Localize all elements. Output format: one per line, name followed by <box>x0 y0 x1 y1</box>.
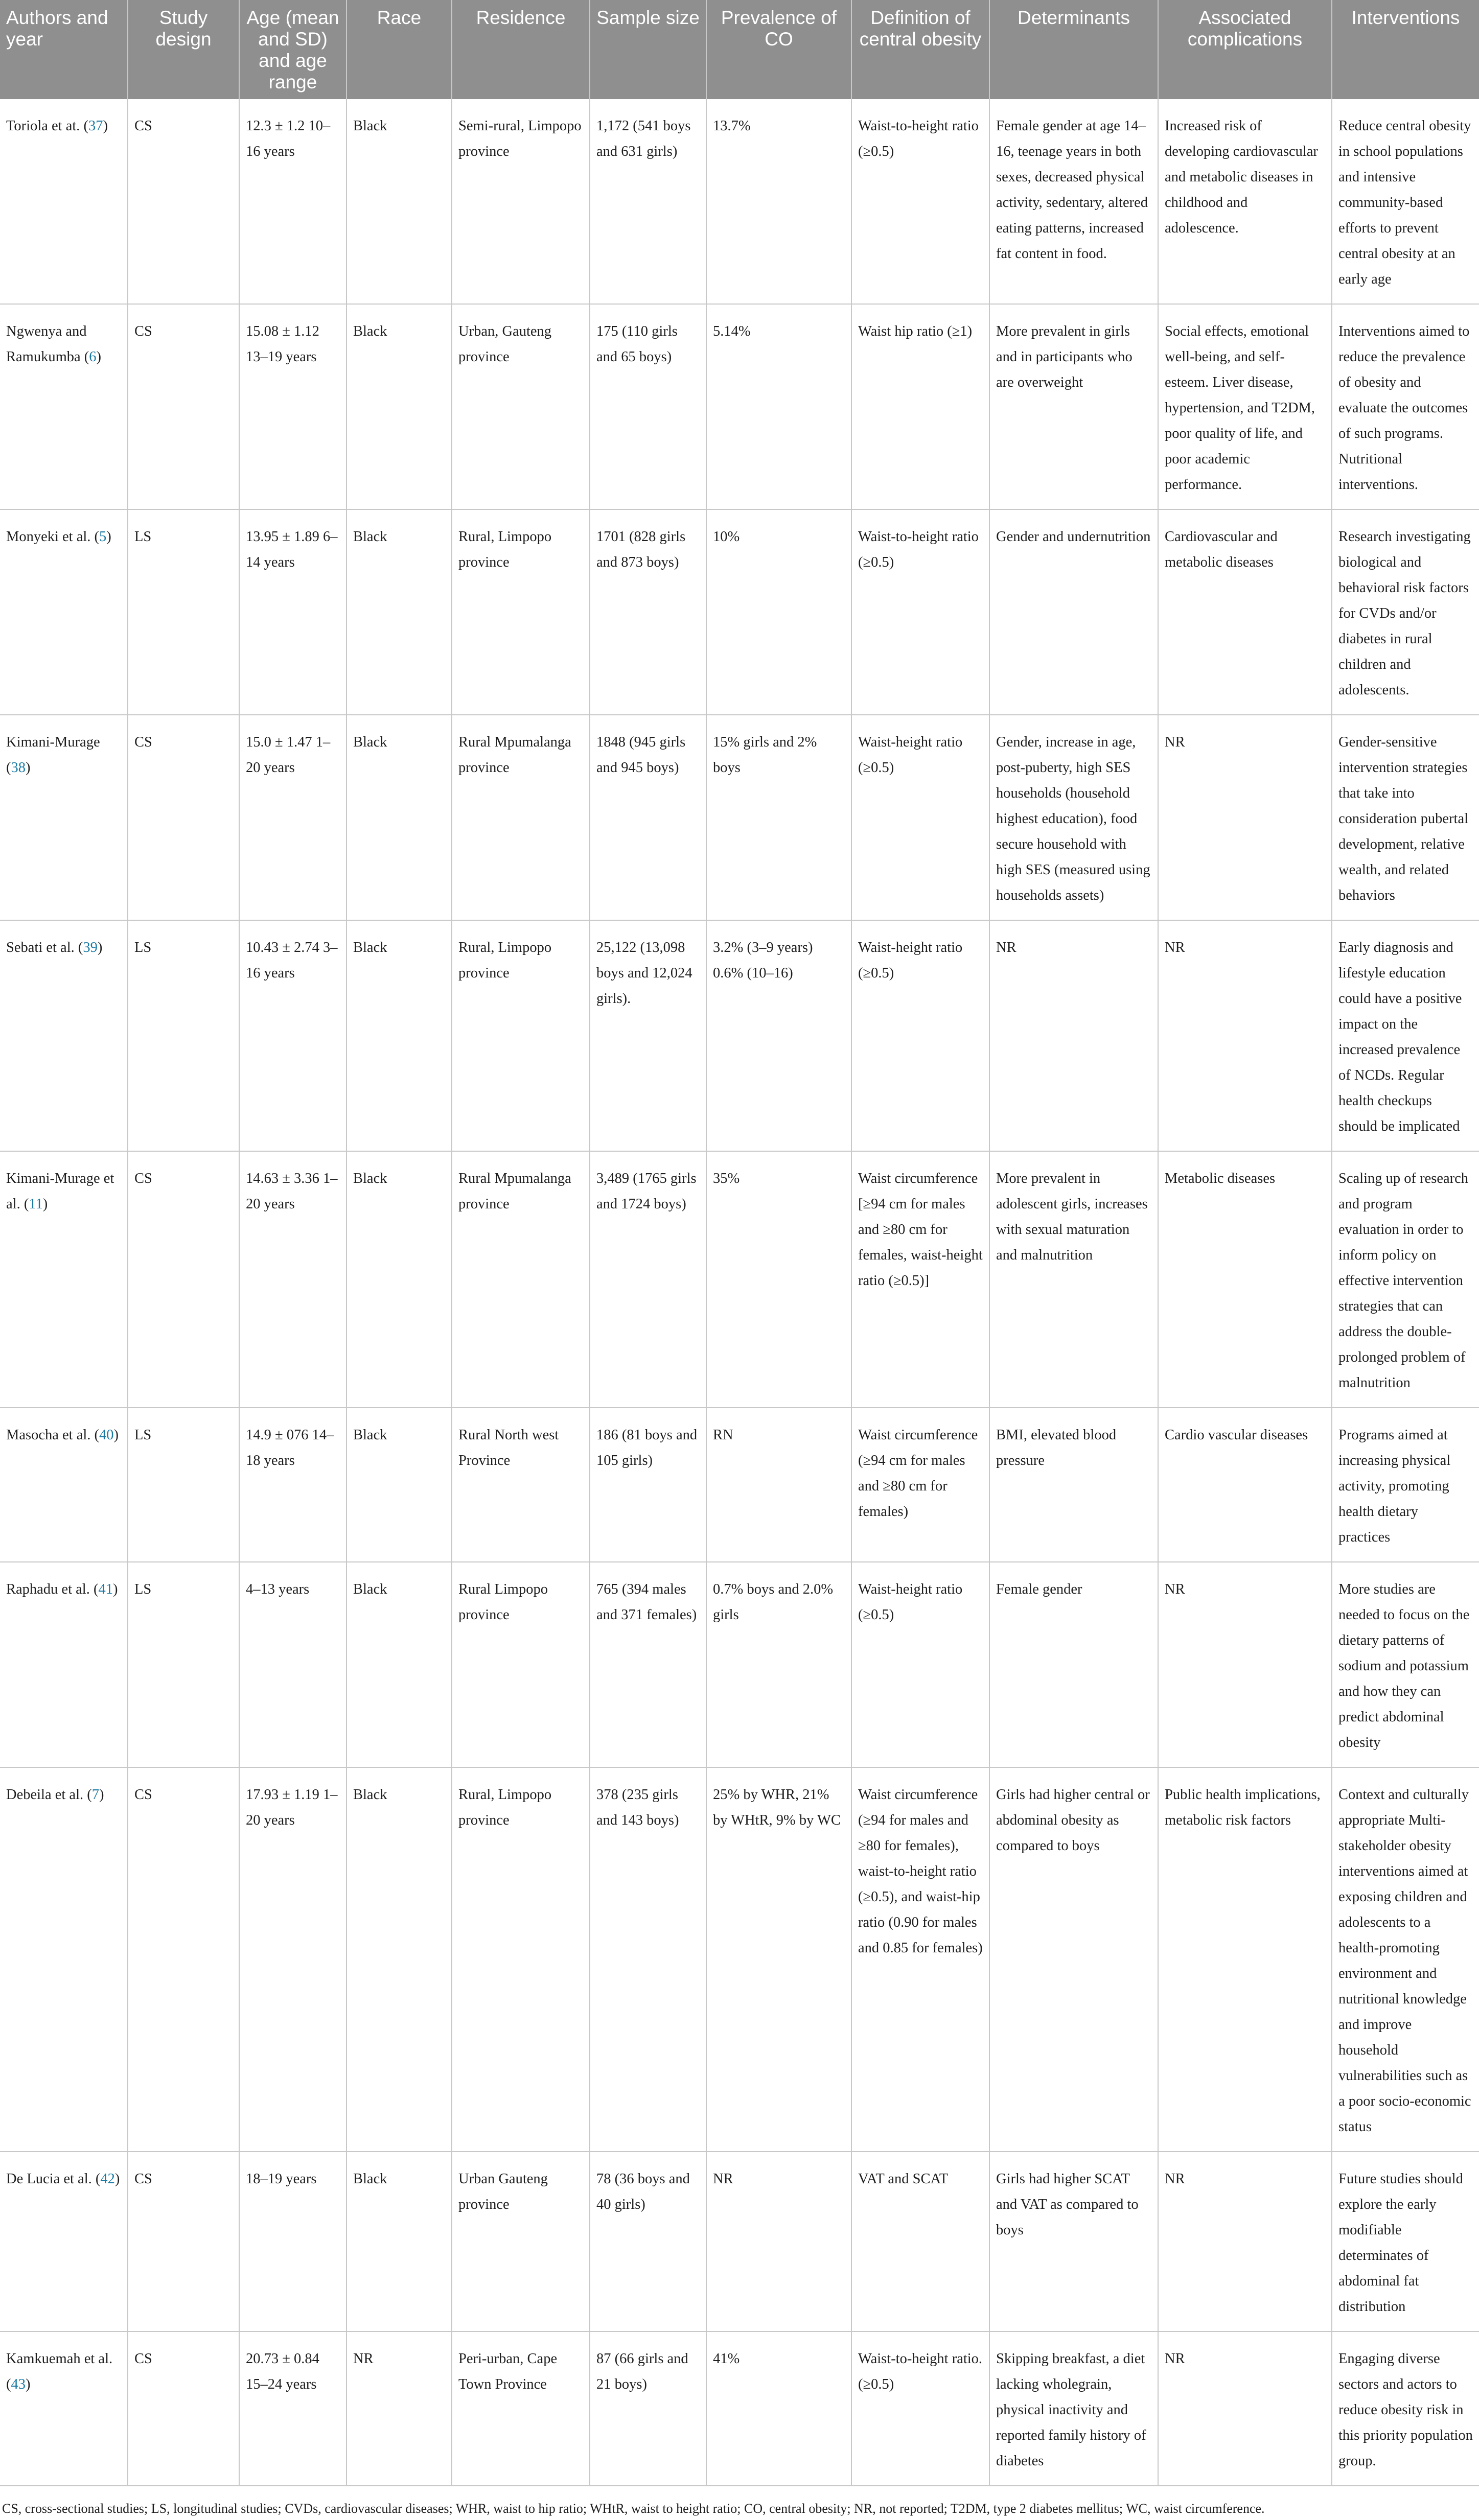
reference-link[interactable]: 11 <box>29 1196 43 1212</box>
cell-age: 14.63 ± 3.36 1–20 years <box>239 1151 346 1408</box>
table-row <box>0 2152 1479 2331</box>
reference-link[interactable]: 7 <box>91 1787 100 1803</box>
cell-interventions: Gender-sensitive intervention strategies that take into consideration pubertal development, relative wealth, and related behaviors <box>1332 715 1479 920</box>
cell-prevalence: 13.7% <box>706 99 851 304</box>
table-footnote: CS, cross-sectional studies; LS, longitudinal studies; CVDs, cardiovascular diseases; WHR, waist to hip ratio; WHtR, waist to height ratio; CO, central obesity; NR, not reported; T2DM, type 2 diabetes mellitus; WC, waist circumference. <box>2 2501 1265 2516</box>
cell-complications: NR <box>1158 2331 1332 2486</box>
cell-race: Black <box>346 715 452 920</box>
cell-author: Kamkuemah et al. (43) <box>0 2331 128 2486</box>
cell-design: CS <box>128 99 239 304</box>
cell-interventions: Context and culturally appropriate Multi-stakeholder obesity interventions aimed at exposing children and adolescents to a health-promoting environment and nutritional knowledge and improve household vulnerabilities such as a poor socio-economic status <box>1332 1767 1479 2152</box>
col-header-complications: Associated complications <box>1158 0 1332 99</box>
cell-design: LS <box>128 1408 239 1562</box>
cell-complications: Social effects, emotional well-being, and self-esteem. Liver disease, hypertension, and T2DM, poor quality of life, and poor academic performance. <box>1158 304 1332 509</box>
cell-interventions: Engaging diverse sectors and actors to reduce obesity risk in this priority population group. <box>1332 2331 1479 2486</box>
author-name: Masocha et al. <box>6 1427 91 1443</box>
cell-residence: Rural Mpumalanga province <box>452 715 590 920</box>
reference-link[interactable]: 43 <box>11 2376 26 2392</box>
cell-race: NR <box>346 2331 452 2486</box>
cell-residence: Rural, Limpopo province <box>452 920 590 1151</box>
col-header-authors: Authors and year <box>0 0 128 99</box>
col-header-interventions: Interventions <box>1332 0 1479 99</box>
cell-sample: 87 (66 girls and 21 boys) <box>590 2331 706 2486</box>
cell-sample: 78 (36 boys and 40 girls) <box>590 2152 706 2331</box>
cell-interventions: Future studies should explore the early modifiable determinates of abdominal fat distribution <box>1332 2152 1479 2331</box>
cell-definition: Waist-to-height ratio (≥0.5) <box>851 509 989 715</box>
cell-author: De Lucia et al. (42) <box>0 2152 128 2331</box>
cell-definition: Waist-to-height ratio (≥0.5) <box>851 99 989 304</box>
reference-link[interactable]: 38 <box>11 760 26 776</box>
cell-design: CS <box>128 1767 239 2152</box>
cell-interventions: Interventions aimed to reduce the prevalence of obesity and evaluate the outcomes of such programs. Nutritional interventions. <box>1332 304 1479 509</box>
cell-prevalence: RN <box>706 1408 851 1562</box>
author-name: Kamkuemah et al. <box>6 2351 113 2367</box>
cell-complications: Cardio vascular diseases <box>1158 1408 1332 1562</box>
cell-design: CS <box>128 1151 239 1408</box>
author-name: Debeila et al. <box>6 1787 84 1803</box>
col-header-prevalence: Prevalence of CO <box>706 0 851 99</box>
cell-complications: NR <box>1158 920 1332 1151</box>
cell-residence: Rural North west Province <box>452 1408 590 1562</box>
cell-prevalence: 35% <box>706 1151 851 1408</box>
cell-design: LS <box>128 1562 239 1767</box>
cell-interventions: Early diagnosis and lifestyle education could have a positive impact on the increased prevalence of NCDs. Regular health checkups should be implicated <box>1332 920 1479 1151</box>
author-name: Toriola et at. <box>6 118 80 134</box>
cell-complications: NR <box>1158 1562 1332 1767</box>
cell-residence: Urban Gauteng province <box>452 2152 590 2331</box>
cell-race: Black <box>346 99 452 304</box>
cell-interventions: Research investigating biological and behavioral risk factors for CVDs and/or diabetes in rural children and adolescents. <box>1332 509 1479 715</box>
cell-author: Sebati et al. (39) <box>0 920 128 1151</box>
cell-determinants: Girls had higher central or abdominal obesity as compared to boys <box>989 1767 1158 2152</box>
cell-sample: 765 (394 males and 371 females) <box>590 1562 706 1767</box>
author-name: Kimani-Murage et al. <box>6 1171 114 1212</box>
reference-link[interactable]: 37 <box>88 118 103 134</box>
cell-determinants: Female gender <box>989 1562 1158 1767</box>
cell-residence: Urban, Gauteng province <box>452 304 590 509</box>
cell-determinants: Gender and undernutrition <box>989 509 1158 715</box>
cell-definition: Waist hip ratio (≥1) <box>851 304 989 509</box>
cell-age: 4–13 years <box>239 1562 346 1767</box>
cell-age: 12.3 ± 1.2 10–16 years <box>239 99 346 304</box>
cell-definition: Waist circumference (≥94 cm for males and ≥80 cm for females) <box>851 1408 989 1562</box>
cell-author: Kimani-Murage (38) <box>0 715 128 920</box>
cell-sample: 1848 (945 girls and 945 boys) <box>590 715 706 920</box>
table-row <box>0 304 1479 509</box>
author-name: Monyeki et al. <box>6 529 91 545</box>
cell-author: Toriola et at. (37) <box>0 99 128 304</box>
cell-residence: Rural Limpopo province <box>452 1562 590 1767</box>
cell-sample: 186 (81 boys and 105 girls) <box>590 1408 706 1562</box>
cell-sample: 1,172 (541 boys and 631 girls) <box>590 99 706 304</box>
cell-determinants: More prevalent in adolescent girls, increases with sexual maturation and malnutrition <box>989 1151 1158 1408</box>
author-name: Sebati et al. <box>6 940 75 955</box>
author-name: Ngwenya and Ramukumba <box>6 323 87 365</box>
cell-prevalence: 3.2% (3–9 years) 0.6% (10–16) <box>706 920 851 1151</box>
cell-prevalence: 15% girls and 2% boys <box>706 715 851 920</box>
cell-definition: Waist circumference [≥94 cm for males and ≥80 cm for females, waist-height ratio (≥0.5)] <box>851 1151 989 1408</box>
cell-residence: Peri-urban, Cape Town Province <box>452 2331 590 2486</box>
cell-race: Black <box>346 920 452 1151</box>
cell-interventions: Programs aimed at increasing physical activity, promoting health dietary practices <box>1332 1408 1479 1562</box>
reference-link[interactable]: 6 <box>89 349 97 365</box>
cell-author: Ngwenya and Ramukumba (6) <box>0 304 128 509</box>
cell-prevalence: NR <box>706 2152 851 2331</box>
cell-race: Black <box>346 509 452 715</box>
reference-link[interactable]: 41 <box>98 1581 113 1597</box>
reference-link[interactable]: 39 <box>83 940 98 955</box>
col-header-sample: Sample size <box>590 0 706 99</box>
cell-age: 18–19 years <box>239 2152 346 2331</box>
cell-interventions: More studies are needed to focus on the dietary patterns of sodium and potassium and how they can predict abdominal obesity <box>1332 1562 1479 1767</box>
cell-age: 13.95 ± 1.89 6–14 years <box>239 509 346 715</box>
reference-link[interactable]: 40 <box>99 1427 114 1443</box>
table-row <box>0 1767 1479 2152</box>
cell-complications: NR <box>1158 715 1332 920</box>
cell-prevalence: 41% <box>706 2331 851 2486</box>
cell-residence: Rural, Limpopo province <box>452 509 590 715</box>
cell-sample: 3,489 (1765 girls and 1724 boys) <box>590 1151 706 1408</box>
cell-residence: Rural Mpumalanga province <box>452 1151 590 1408</box>
cell-age: 20.73 ± 0.84 15–24 years <box>239 2331 346 2486</box>
col-header-age: Age (mean and SD) and age range <box>239 0 346 99</box>
cell-design: LS <box>128 920 239 1151</box>
cell-age: 15.0 ± 1.47 1–20 years <box>239 715 346 920</box>
col-header-definition: Definition of central obesity <box>851 0 989 99</box>
table-header <box>0 0 1479 99</box>
cell-determinants: NR <box>989 920 1158 1151</box>
cell-prevalence: 5.14% <box>706 304 851 509</box>
col-header-residence: Residence <box>452 0 590 99</box>
cell-design: CS <box>128 304 239 509</box>
cell-author: Monyeki et al. (5) <box>0 509 128 715</box>
cell-complications: Cardiovascular and metabolic diseases <box>1158 509 1332 715</box>
cell-author: Kimani-Murage et al. (11) <box>0 1151 128 1408</box>
cell-residence: Rural, Limpopo province <box>452 1767 590 2152</box>
reference-link[interactable]: 5 <box>99 529 107 545</box>
cell-race: Black <box>346 304 452 509</box>
col-header-design: Study design <box>128 0 239 99</box>
cell-age: 14.9 ± 076 14–18 years <box>239 1408 346 1562</box>
col-header-race: Race <box>346 0 452 99</box>
table-row <box>0 99 1479 304</box>
cell-complications: NR <box>1158 2152 1332 2331</box>
cell-design: LS <box>128 509 239 715</box>
cell-age: 15.08 ± 1.12 13–19 years <box>239 304 346 509</box>
cell-sample: 175 (110 girls and 65 boys) <box>590 304 706 509</box>
cell-definition: Waist-height ratio (≥0.5) <box>851 715 989 920</box>
cell-age: 17.93 ± 1.19 1–20 years <box>239 1767 346 2152</box>
cell-determinants: BMI, elevated blood pressure <box>989 1408 1158 1562</box>
cell-race: Black <box>346 2152 452 2331</box>
author-name: Kimani-Murage <box>6 734 100 750</box>
table-row <box>0 715 1479 920</box>
col-header-determinants: Determinants <box>989 0 1158 99</box>
author-name: De Lucia et al. <box>6 2171 92 2187</box>
cell-definition: VAT and SCAT <box>851 2152 989 2331</box>
cell-author: Debeila et al. (7) <box>0 1767 128 2152</box>
table-body <box>0 99 1479 2486</box>
cell-author: Raphadu et al. (41) <box>0 1562 128 1767</box>
cell-prevalence: 10% <box>706 509 851 715</box>
cell-definition: Waist-to-height ratio. (≥0.5) <box>851 2331 989 2486</box>
cell-prevalence: 25% by WHR, 21% by WHtR, 9% by WC <box>706 1767 851 2152</box>
cell-determinants: More prevalent in girls and in participants who are overweight <box>989 304 1158 509</box>
table-row <box>0 1408 1479 1562</box>
table-row <box>0 2331 1479 2486</box>
cell-age: 10.43 ± 2.74 3–16 years <box>239 920 346 1151</box>
cell-definition: Waist-height ratio (≥0.5) <box>851 920 989 1151</box>
cell-interventions: Scaling up of research and program evaluation in order to inform policy on effective intervention strategies that can address the double-prolonged problem of malnutrition <box>1332 1151 1479 1408</box>
cell-definition: Waist circumference (≥94 for males and ≥80 for females), waist-to-height ratio (≥0.5), and waist-hip ratio (0.90 for males and 0.85 for females) <box>851 1767 989 2152</box>
cell-sample: 378 (235 girls and 143 boys) <box>590 1767 706 2152</box>
cell-determinants: Gender, increase in age, post-puberty, high SES households (household highest education), food secure household with high SES (measured using households assets) <box>989 715 1158 920</box>
author-name: Raphadu et al. <box>6 1581 90 1597</box>
cell-race: Black <box>346 1151 452 1408</box>
cell-determinants: Skipping breakfast, a diet lacking wholegrain, physical inactivity and reported family history of diabetes <box>989 2331 1158 2486</box>
cell-determinants: Girls had higher SCAT and VAT as compared to boys <box>989 2152 1158 2331</box>
table-row <box>0 1151 1479 1408</box>
cell-complications: Increased risk of developing cardiovascular and metabolic diseases in childhood and adolescence. <box>1158 99 1332 304</box>
table-row <box>0 920 1479 1151</box>
cell-interventions: Reduce central obesity in school populations and intensive community-based efforts to prevent central obesity at an early age <box>1332 99 1479 304</box>
cell-sample: 1701 (828 girls and 873 boys) <box>590 509 706 715</box>
cell-author: Masocha et al. (40) <box>0 1408 128 1562</box>
cell-design: CS <box>128 715 239 920</box>
cell-complications: Metabolic diseases <box>1158 1151 1332 1408</box>
cell-race: Black <box>346 1767 452 2152</box>
cell-design: CS <box>128 2152 239 2331</box>
header-row <box>0 0 1479 99</box>
cell-sample: 25,122 (13,098 boys and 12,024 girls). <box>590 920 706 1151</box>
reference-link[interactable]: 42 <box>100 2171 115 2187</box>
cell-design: CS <box>128 2331 239 2486</box>
cell-race: Black <box>346 1408 452 1562</box>
table-row <box>0 509 1479 715</box>
cell-residence: Semi-rural, Limpopo province <box>452 99 590 304</box>
cell-race: Black <box>346 1562 452 1767</box>
cell-definition: Waist-height ratio (≥0.5) <box>851 1562 989 1767</box>
table-row <box>0 1562 1479 1767</box>
cell-complications: Public health implications, metabolic risk factors <box>1158 1767 1332 2152</box>
cell-determinants: Female gender at age 14–16, teenage years in both sexes, decreased physical activity, sedentary, altered eating patterns, increased fat content in food. <box>989 99 1158 304</box>
cell-prevalence: 0.7% boys and 2.0% girls <box>706 1562 851 1767</box>
